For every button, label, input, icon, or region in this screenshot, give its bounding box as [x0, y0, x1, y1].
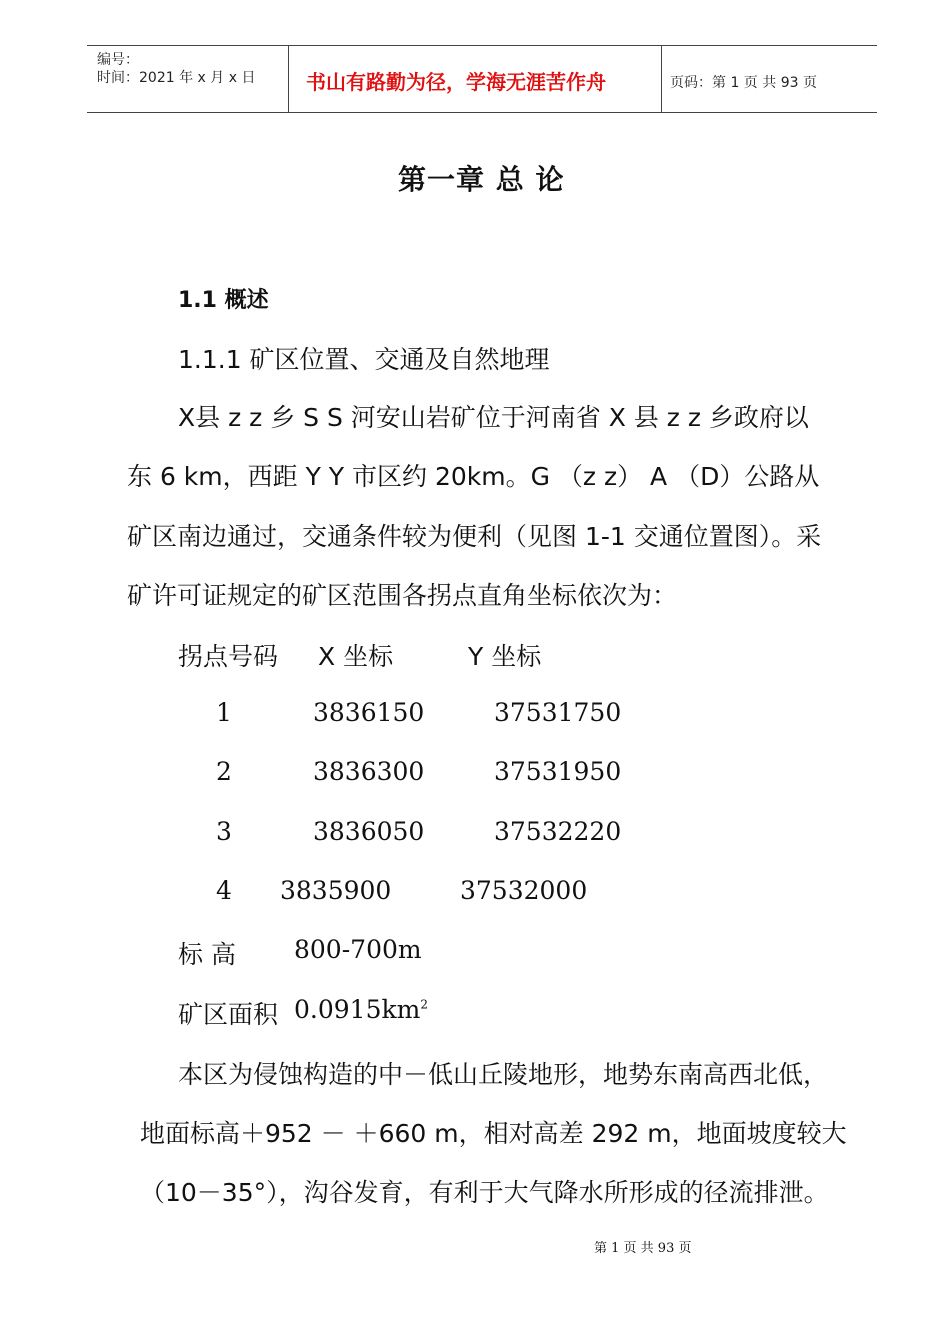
header-divider-left — [288, 45, 289, 113]
table-row-3-x: 3836050 — [313, 817, 425, 846]
page-footer: 第 1 页 共 93 页 — [594, 1241, 692, 1256]
table-row-1-y: 37531750 — [494, 698, 622, 727]
header-top-border — [87, 45, 877, 46]
page-info: 页码：第 1 页 共 93 页 — [670, 75, 817, 91]
table-row-4-x: 3835900 — [280, 876, 392, 905]
area-number: 0.0915km — [294, 995, 421, 1024]
paragraph1-line1: X县 z z 乡 S S 河安山岩矿位于河南省 X 县 z z 乡政府以 — [178, 403, 809, 432]
table-row-2-x: 3836300 — [313, 757, 425, 786]
paragraph1-line3: 矿区南边通过，交通条件较为便利（见图 1-1 交通位置图）。采 — [127, 522, 822, 551]
section-title: 1.1 概述 — [178, 288, 269, 313]
coord-header-point: 拐点号码 — [178, 642, 279, 671]
table-row-3-point: 3 — [216, 817, 232, 846]
paragraph2-line1: 本区为侵蚀构造的中－低山丘陵地形，地势东南高西北低， — [178, 1060, 829, 1089]
table-row-1-x: 3836150 — [313, 698, 425, 727]
coord-header-y: Y 坐标 — [468, 642, 542, 671]
header-divider-right — [661, 45, 662, 113]
table-row-4-point: 4 — [216, 876, 232, 905]
header-bottom-border — [87, 112, 877, 113]
subsection-title: 1.1.1 矿区位置、交通及自然地理 — [178, 345, 550, 374]
paragraph1-line2: 东 6 km，西距 Y Y 市区约 20km。G （z z） A （D）公路从 — [127, 462, 820, 491]
paragraph2-line3: （10－35°），沟谷发育，有利于大气降水所形成的径流排泄。 — [140, 1178, 829, 1207]
table-row-2-point: 2 — [216, 757, 232, 786]
table-row-3-y: 37532220 — [494, 817, 622, 846]
header-motto: 书山有路勤为径，学海无涯苦作舟 — [306, 70, 606, 94]
area-value — [294, 995, 428, 1024]
paragraph1-line4: 矿许可证规定的矿区范围各拐点直角坐标依次为： — [127, 581, 678, 610]
time-label: 时间：2021 年 x 月 x 日 — [97, 70, 256, 86]
area-unit-superscript: 2 — [420, 997, 428, 1012]
paragraph2-line2: 地面标高＋952 － ＋660 m，相对高差 292 m，地面坡度较大 — [140, 1119, 847, 1148]
area-label: 矿区面积 — [178, 1000, 279, 1029]
table-row-2-y: 37531950 — [494, 757, 622, 786]
elevation-value: 800-700m — [294, 935, 422, 964]
chapter-title: 第一章 总 论 — [398, 163, 565, 196]
elevation-label: 标 高 — [178, 940, 236, 969]
coord-header-x: X 坐标 — [318, 642, 394, 671]
serial-label: 编号： — [97, 52, 139, 68]
table-row-4-y: 37532000 — [460, 876, 588, 905]
table-row-1-point: 1 — [216, 698, 232, 727]
